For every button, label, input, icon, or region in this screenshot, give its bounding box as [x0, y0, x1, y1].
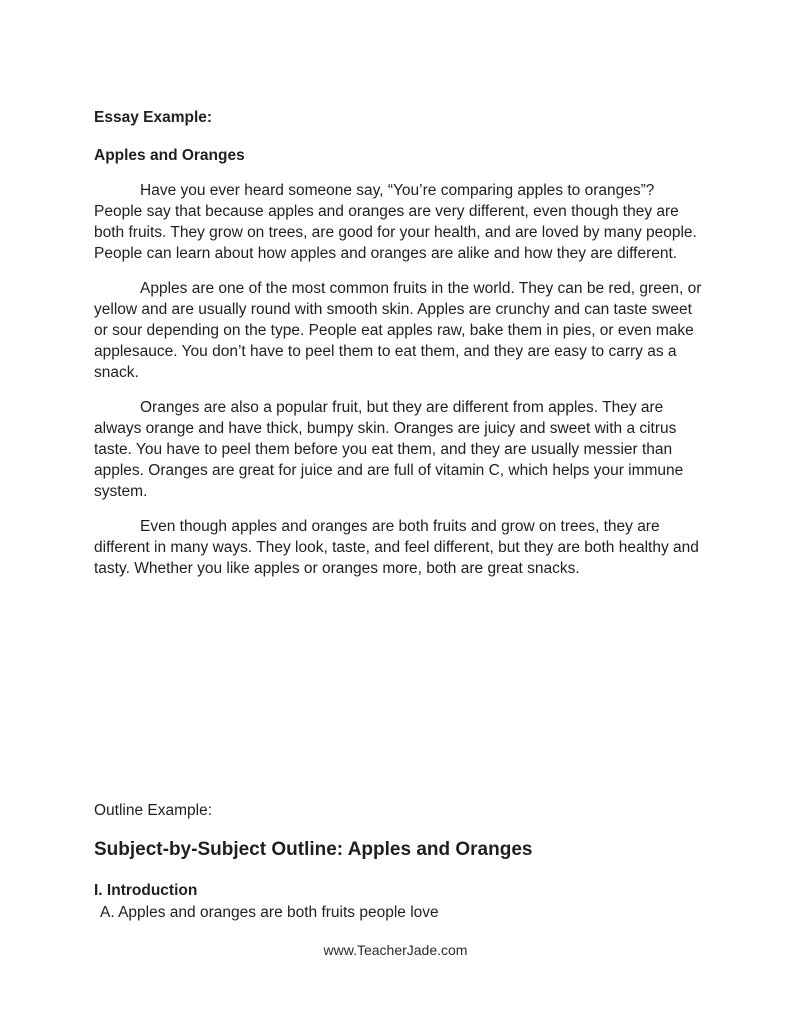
outline-title: Subject-by-Subject Outline: Apples and Oranges	[94, 839, 533, 860]
essay-paragraph-4: Even though apples and oranges are both fruits and grow on trees, they are different in many ways. They look, taste, and feel different, but they are both healthy and tasty. Whether you like apples or oranges more, both are great snacks.	[94, 518, 699, 577]
essay-paragraph-2: Apples are one of the most common fruits in the world. They can be red, green, or yellow and are usually round with smooth skin. Apples are crunchy and can taste sweet or sour depending on the type. People eat apples raw, bake them in pies, or even make applesauce. You don’t have to peel them to eat them, and they are easy to carry as a snack.	[94, 280, 702, 381]
outline-section	[94, 800, 706, 924]
outline-roman-heading-introduction: I. Introduction	[94, 882, 198, 899]
essay-paragraph-1: Have you ever heard someone say, “You’re comparing apples to oranges”? People say that because apples and oranges are very different, even though they are both fruits. They grow on trees, are good for your health, and are loved by many people. People can learn about how apples and oranges are alike and how they are different.	[94, 182, 697, 262]
essay-example-label: Essay Example:	[94, 109, 213, 126]
outline-item-a: A. Apples and oranges are both fruits people love	[100, 904, 439, 921]
footer-website: www.TeacherJade.com	[323, 942, 468, 958]
essay-paragraph-3: Oranges are also a popular fruit, but they are different from apples. They are always orange and have thick, bumpy skin. Oranges are juicy and sweet with a citrus taste. You have to peel them before you eat them, and they are usually messier than apples. Oranges are great for juice and are full of vitamin C, which helps your immune system.	[94, 399, 684, 500]
page-content	[94, 107, 706, 924]
essay-title: Apples and Oranges	[94, 147, 245, 164]
outline-example-label: Outline Example:	[94, 802, 213, 819]
